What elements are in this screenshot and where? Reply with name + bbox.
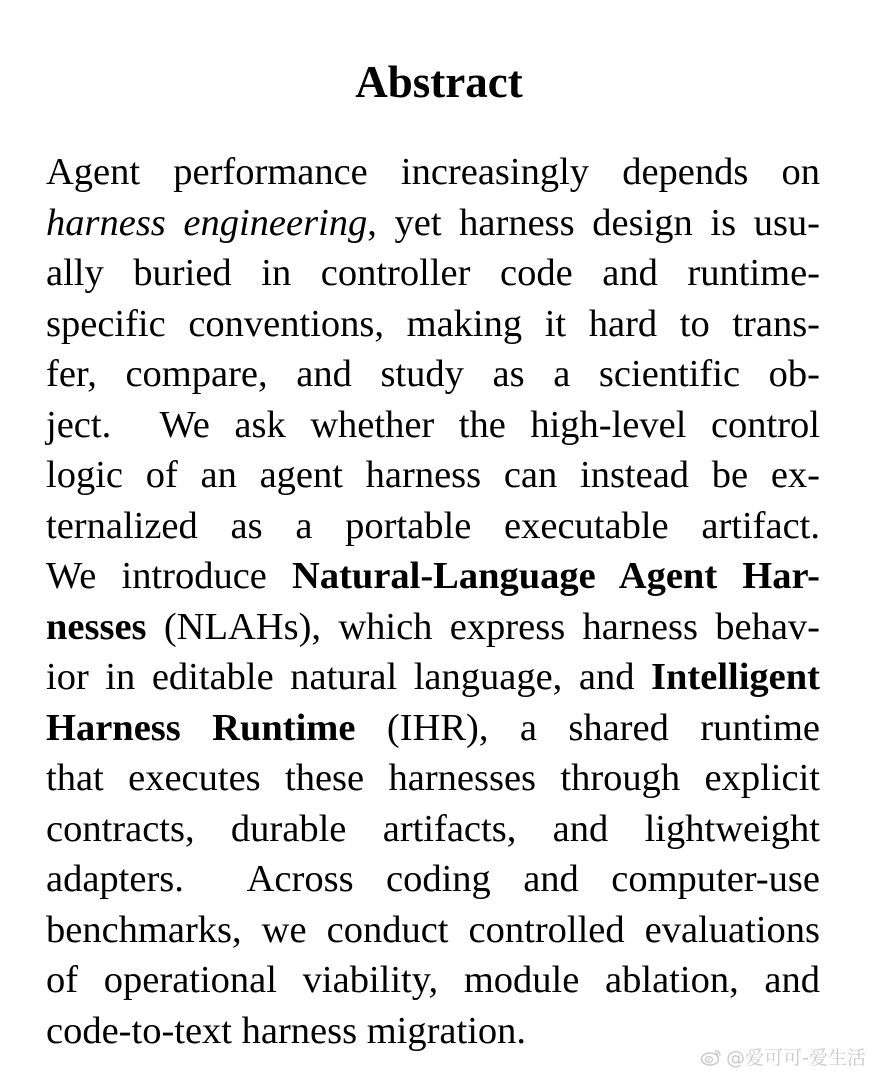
text-run: (IHR), a shared runtime bbox=[355, 706, 820, 749]
bold-term: nesses bbox=[46, 605, 147, 648]
abstract-line bbox=[46, 602, 820, 653]
bold-term: Harness Runtime bbox=[46, 706, 356, 749]
bold-term: Natural-Language Agent Har- bbox=[292, 555, 820, 597]
abstract-line bbox=[46, 501, 820, 552]
weibo-logo-icon bbox=[700, 1048, 722, 1066]
watermark bbox=[700, 1043, 866, 1070]
bold-term: Intelligent bbox=[651, 656, 820, 698]
text-run: that executes these harnesses through explicit bbox=[46, 757, 820, 799]
abstract-line bbox=[46, 652, 820, 703]
text-run: Agent performance increasingly depends on bbox=[46, 151, 820, 193]
abstract-line bbox=[46, 955, 820, 1006]
abstract-line bbox=[46, 854, 820, 905]
text-run: of operational viability, module ablation, and bbox=[46, 959, 820, 1001]
abstract-line bbox=[46, 400, 820, 451]
abstract-line bbox=[46, 753, 820, 804]
text-run: fer, compare, and study as a scientific ob- bbox=[46, 353, 820, 395]
abstract-line bbox=[46, 299, 820, 350]
text-run: specific conventions, making it hard to trans- bbox=[46, 302, 820, 345]
text-run: ternalized as a portable executable artifact. bbox=[46, 504, 820, 547]
text-run: logic of an agent harness can instead be ex- bbox=[46, 454, 820, 496]
abstract-heading: Abstract bbox=[355, 57, 523, 107]
text-run: ior in editable natural language, and bbox=[46, 656, 652, 698]
text-run: ally buried in controller code and runtime- bbox=[46, 252, 820, 294]
abstract-line bbox=[46, 905, 820, 956]
text-run: contracts, durable artifacts, and lightweight bbox=[46, 807, 820, 850]
text-run: ject. We ask whether the high-level control bbox=[46, 403, 820, 446]
text-run: We introduce bbox=[46, 555, 293, 597]
text-run: , yet harness design is usu- bbox=[367, 201, 820, 244]
text-run: (NLAHs), which express harness behav- bbox=[146, 605, 820, 648]
abstract-line bbox=[46, 248, 820, 299]
abstract-line bbox=[46, 450, 820, 501]
abstract-line bbox=[46, 147, 820, 198]
text-run: benchmarks, we conduct controlled evaluations bbox=[46, 908, 820, 951]
italic-term: harness engineering bbox=[46, 201, 368, 244]
abstract-line bbox=[46, 349, 820, 400]
abstract-line bbox=[46, 804, 820, 855]
watermark-text: @爱可可-爱生活 bbox=[726, 1047, 866, 1069]
abstract-line bbox=[46, 198, 820, 249]
abstract-line bbox=[46, 551, 820, 602]
abstract-line bbox=[46, 703, 820, 754]
abstract-body bbox=[46, 147, 820, 1056]
text-run: adapters. Across coding and computer-use bbox=[46, 858, 820, 900]
text-run: code-to-text harness migration. bbox=[46, 1009, 527, 1052]
